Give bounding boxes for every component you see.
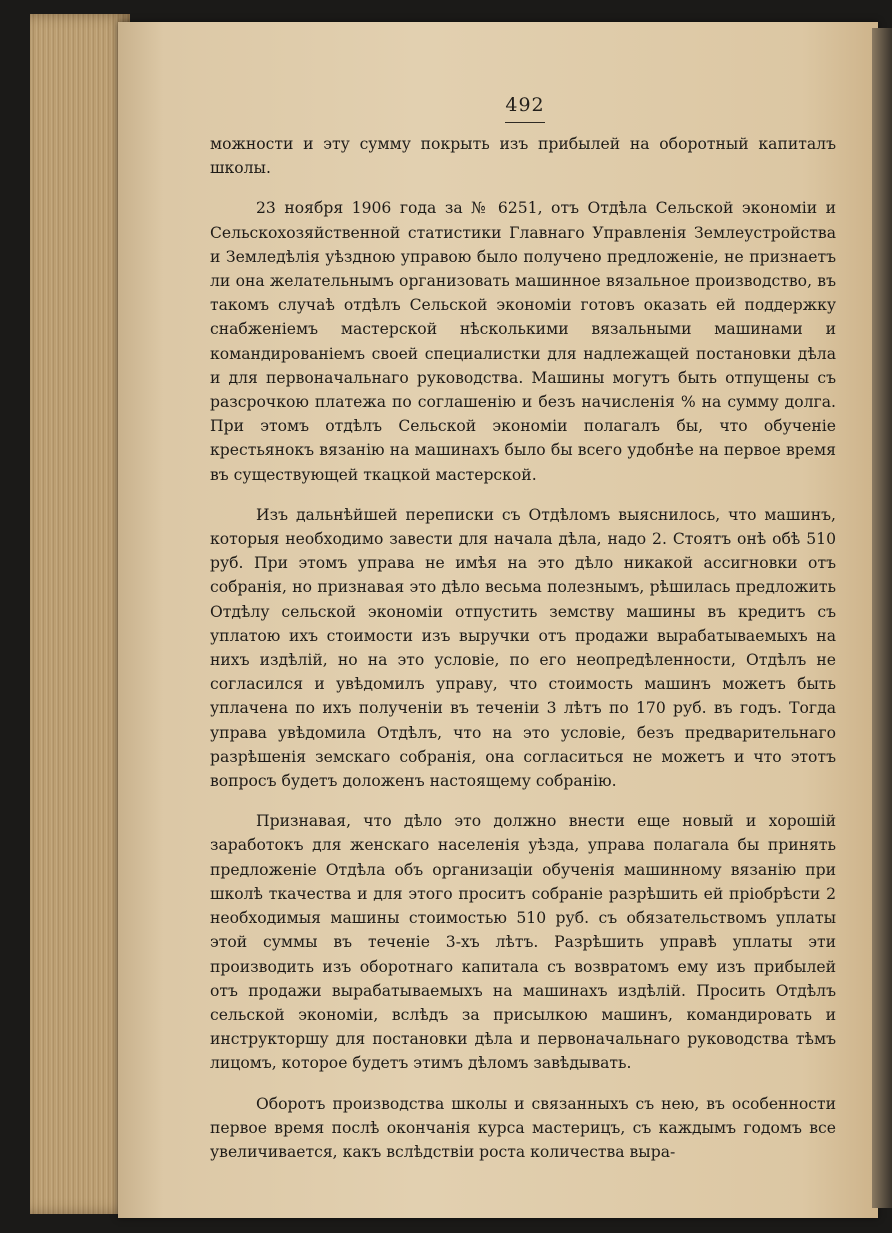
paragraph: Изъ дальнѣйшей переписки съ Отдѣломъ выяснилось, что машинъ, которыя необходимо завести для начала дѣла, надо 2. Стоятъ онѣ обѣ 510 руб. При этомъ управа не имѣя на это дѣло никакой ассигновки отъ собранія, но признавая это дѣло весьма полезнымъ, рѣшилась предложить Отдѣлу сельской экономіи отпустить земству машины въ кредитъ съ уплатою ихъ стоимости изъ выручки отъ продажи вырабатываемыхъ на нихъ издѣлій, но на это условіе, по его неопредѣленности, Отдѣлъ не согласился и увѣдомилъ управу, что стоимость машинъ можетъ быть уплачена по ихъ полученіи въ теченіи 3 лѣтъ по 170 руб. въ годъ. Тогда управа увѣдомила Отдѣлъ, что на это условіе, безъ предварительнаго разрѣшенія земскаго собранія, она согласиться не можетъ и что этотъ вопросъ будетъ доложенъ настоящему собранію. bbox=[210, 505, 836, 791]
body-text bbox=[210, 132, 836, 1164]
paragraph: 23 ноября 1906 года за № 6251, отъ Отдѣла Сельской экономіи и Сельскохозяйственной статистики Главнаго Управленія Землеустройства и Земледѣлія уѣздною управою было получено предложеніе, не признаетъ ли она желательнымъ организовать машинное вязальное производство, въ такомъ случаѣ отдѣлъ Сельской экономіи готовъ оказать ей поддержку снабженіемъ мастерской нѣсколькими вязальными машинами и командированіемъ своей специалистки для надлежащей постановки дѣла и для первоначальнаго руководства. Машины могутъ быть отпущены съ разсрочкою платежа по соглашенію и безъ начисленія % на сумму долга. При этомъ отдѣлъ Сельской экономіи полагалъ бы, что обученіе крестьянокъ вязанію на машинахъ было бы всего удобнѣе на первое время въ существующей ткацкой мастерской. bbox=[210, 199, 836, 484]
page-number: 492 bbox=[505, 94, 545, 116]
paragraph-continuation: можности и эту сумму покрыть изъ прибылей на оборотный капиталъ школы. bbox=[210, 135, 836, 178]
book-page-edges bbox=[30, 14, 130, 1214]
page-number-underline bbox=[505, 122, 545, 123]
book-right-edge bbox=[872, 28, 892, 1208]
paragraph: Оборотъ производства школы и связанныхъ съ нею, въ особенности первое время послѣ окончанія курса мастерицъ, съ каждымъ годомъ все увеличивается, какъ вслѣдствіи роста количества выра- bbox=[210, 1094, 836, 1161]
paragraph: Признавая, что дѣло это должно внести еще новый и хорошій заработокъ для женскаго населенія уѣзда, управа полагала бы принять предложеніе Отдѣла объ организаціи обученія машинному вязанію при школѣ ткачества и для этого проситъ собраніе разрѣшить ей пріобрѣсти 2 необходимыя машины стоимостью 510 руб. съ обязательствомъ уплаты этой суммы въ теченіе 3-хъ лѣтъ. Разрѣшить управѣ уплаты эти производить изъ оборотнаго капитала съ возвратомъ ему изъ прибылей отъ продажи вырабатываемыхъ на машинахъ издѣлій. Просить Отдѣлъ сельской экономіи, вслѣдъ за присылкою машинъ, командировать и инструкторшу для постановки дѣла и первоначальнаго руководства тѣмъ лицомъ, которое будетъ этимъ дѣломъ завѣдывать. bbox=[210, 812, 836, 1073]
